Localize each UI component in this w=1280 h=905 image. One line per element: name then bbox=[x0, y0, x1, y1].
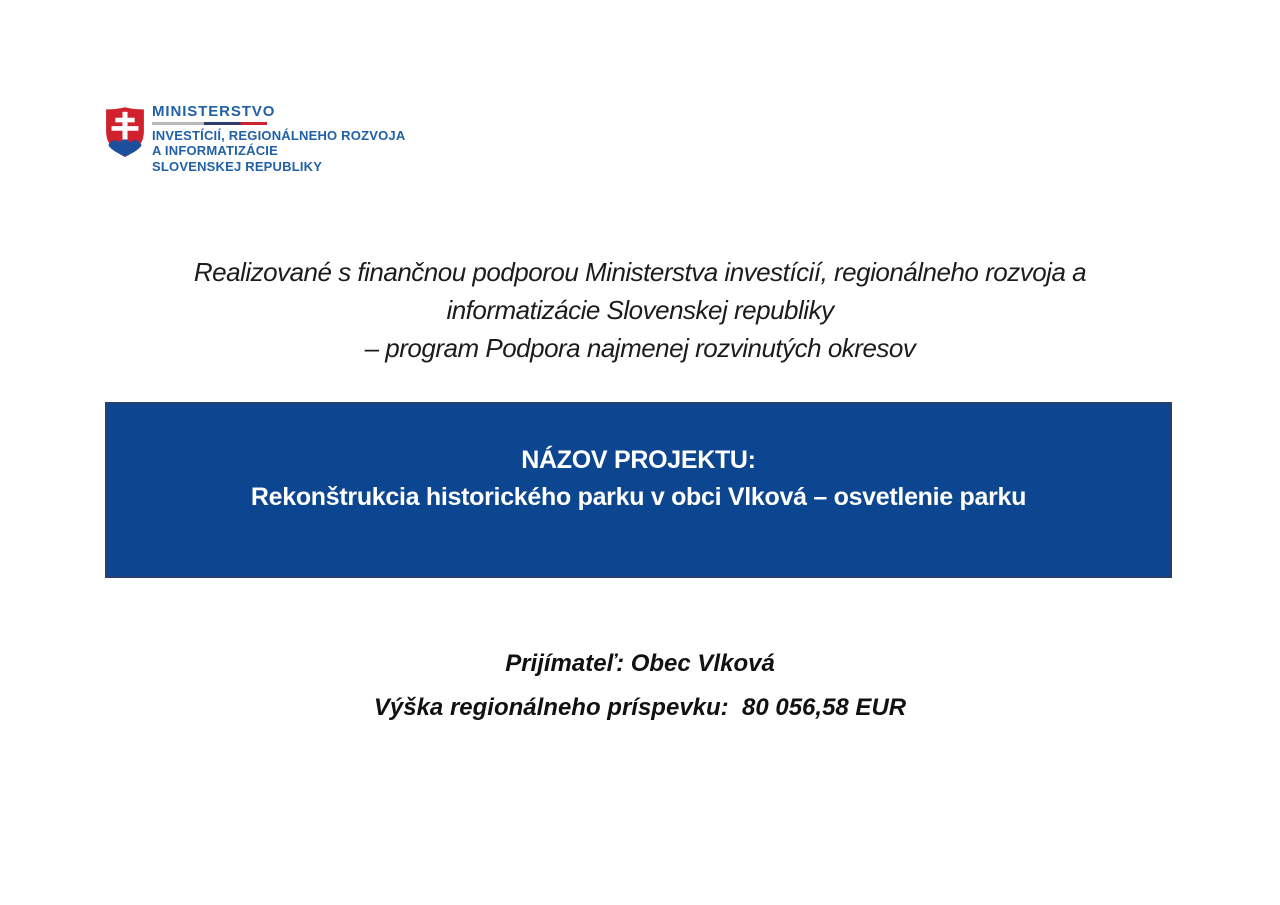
funding-statement-line-1: Realizované s finančnou podporou Ministerstva investícií, regionálneho rozvoja a bbox=[193, 257, 1087, 287]
ministry-name: MINISTERSTVO bbox=[152, 103, 276, 120]
funding-statement-line-3: – program Podpora najmenej rozvinutých okresov bbox=[364, 333, 916, 363]
ministry-logo bbox=[104, 103, 405, 174]
funding-statement bbox=[0, 253, 1280, 367]
funding-statement-line-2: informatizácie Slovenskej republiky bbox=[446, 295, 834, 325]
ministry-dept-line-2: A INFORMATIZÁCIE bbox=[152, 143, 278, 158]
ministry-dept-line-1: INVESTÍCIÍ, REGIONÁLNEHO ROZVOJA bbox=[152, 127, 406, 143]
project-title-label: NÁZOV PROJEKTU: bbox=[521, 446, 756, 474]
slovak-coat-of-arms-icon bbox=[104, 103, 146, 161]
project-title: Rekonštrukcia historického parku v obci Vlková – osvetlenie parku bbox=[250, 483, 1027, 511]
ministry-logo-text bbox=[152, 103, 405, 174]
project-title-banner bbox=[105, 402, 1172, 578]
recipient-line: Prijímateľ: Obec Vlková bbox=[505, 650, 775, 677]
ministry-dept-line-3: SLOVENSKEJ REPUBLIKY bbox=[152, 158, 323, 174]
contribution-line: Výška regionálneho príspevku: 80 056,58 EUR bbox=[373, 694, 907, 721]
logo-underline-divider bbox=[152, 122, 267, 125]
